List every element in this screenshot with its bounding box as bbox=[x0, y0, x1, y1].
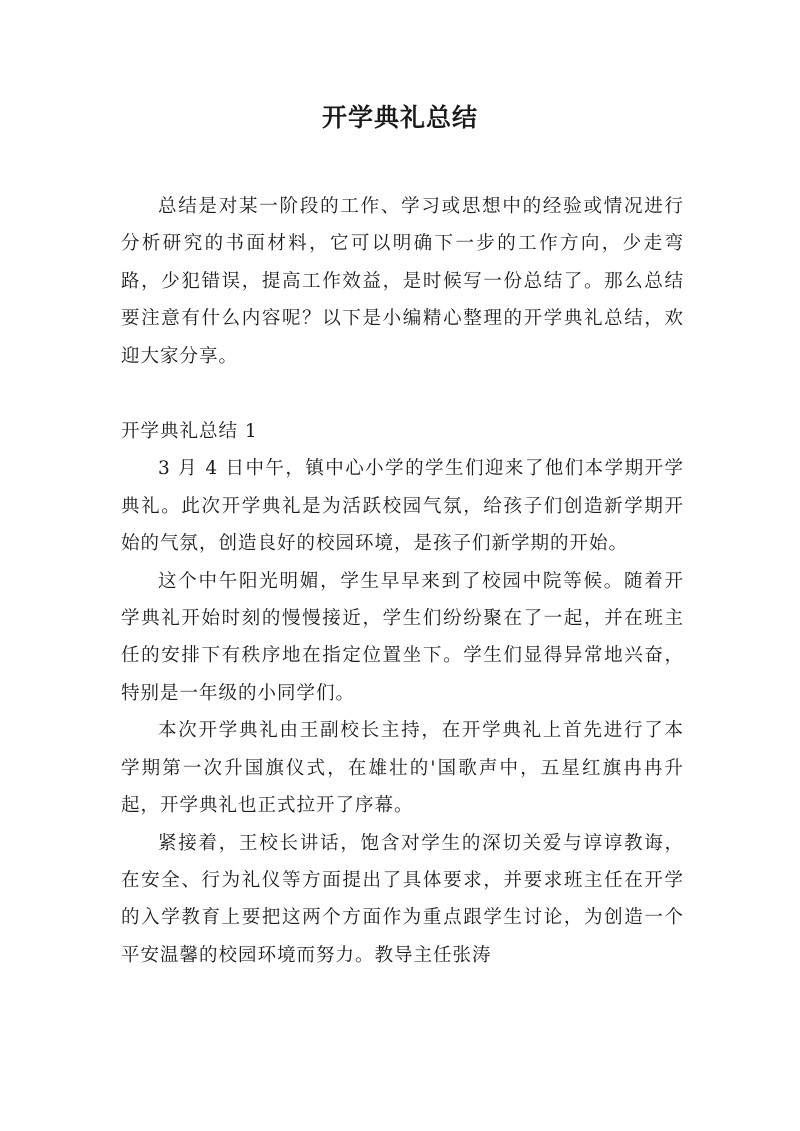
body-paragraph-3: 本次开学典礼由王副校长主持，在开学典礼上首先进行了本学期第一次升国旗仪式，在雄壮的'国歌声中，五星红旗冉冉升起，开学典礼也正式拉开了序幕。 bbox=[121, 720, 684, 817]
body-paragraph-1: 3 月 4 日中午，镇中心小学的学生们迎来了他们本学期开学典礼。此次开学典礼是为活跃校园气氛，给孩子们创造新学期开始的气氛，创造良好的校园环境，是孩子们新学期的开始。 bbox=[121, 458, 684, 555]
document-title: 开学典礼总结 bbox=[321, 103, 478, 132]
body-paragraph-2: 这个中午阳光明媚，学生早早来到了校园中院等候。随着开学典礼开始时刻的慢慢接近，学生们纷纷聚在了一起，并在班主任的安排下有秩序地在指定位置坐下。学生们显得异常地兴奋，特别是一年级的小同学们。 bbox=[121, 570, 684, 704]
intro-paragraph: 总结是对某一阶段的工作、学习或思想中的经验或情况进行分析研究的书面材料，它可以明确下一步的工作方向，少走弯路，少犯错误，提高工作效益，是时候写一份总结了。那么总结要注意有什么内容呢？以下是小编精心整理的开学典礼总结，欢迎大家分享。 bbox=[121, 196, 684, 367]
section-heading: 开学典礼总结 1 bbox=[121, 421, 258, 443]
document-body bbox=[121, 188, 684, 974]
body-paragraph-4: 紧接着，王校长讲话，饱含对学生的深切关爱与谆谆教诲，在安全、行为礼仪等方面提出了具体要求，并要求班主任在开学的入学教育上要把这两个方面作为重点跟学生讨论，为创造一个平安温馨的校园环境而努力。教导主任张涛 bbox=[121, 832, 684, 966]
